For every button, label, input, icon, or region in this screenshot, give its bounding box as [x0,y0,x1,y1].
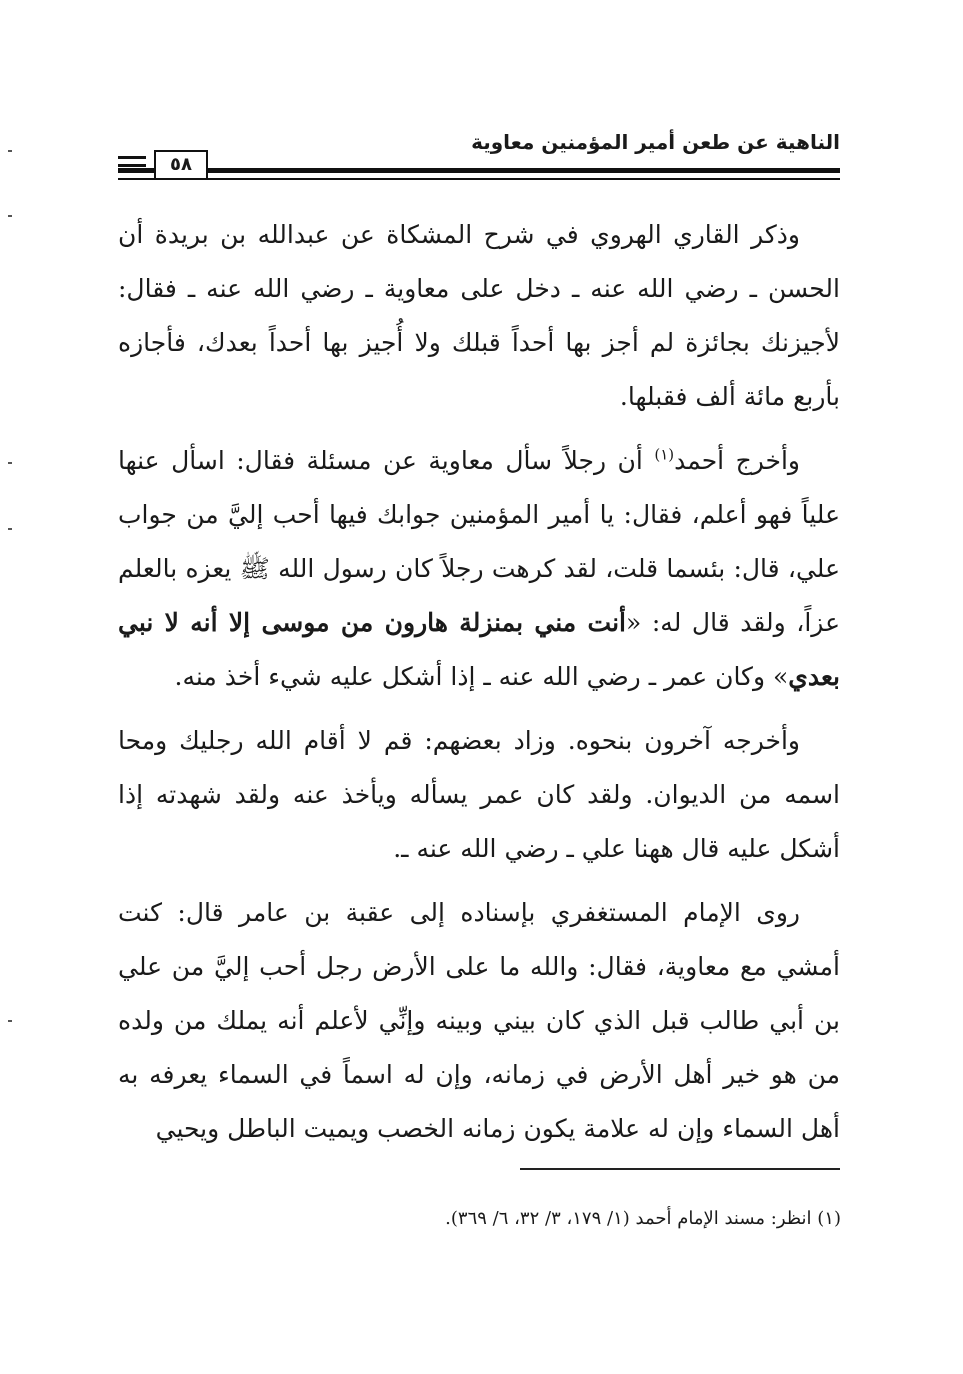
page-header [118,120,840,190]
paragraph-1: وذكر القاري الهروي في شرح المشكاة عن عبدالله بن بريدة أن الحسن ـ رضي الله عنه ـ دخل على معاوية ـ رضي الله عنه ـ فقال: لأجيزنك بجائزة لم أجز بها أحداً قبلك ولا أُجيز بها أحداً بعدك، فأجازه بأربع مائة ألف فقبلها. [118,220,840,411]
paragraph-4: روى الإمام المستغفري بإسناده إلى عقبة بن عامر قال: كنت أمشي مع معاوية، فقال: والله ما على الأرض رجل أحب إليَّ من علي بن أبي طالب قبل الذي كان بيني وبينه وإنِّي لأعلم أنه يملك من ولده من هو خير أهل الأرض في زمانه، وإن له اسماً في السماء يعرفه به أهل السماء وإن له علامة يكون زمانه الخصب ويميت الباطل ويحيي [118,898,840,1143]
footnote-separator [520,1168,840,1170]
footnote-number: (١) [817,1208,841,1229]
scan-edge-mark [8,215,12,217]
paragraph-3: وأخرجه آخرون بنحوه. وزاد بعضهم: قم لا أقام الله رجليك ومحا اسمه من الديوان. ولقد كان عمر يسأله ويأخذ عنه ولقد شهدته إذا أشكل عليه قال ههنا علي ـ رضي الله عنه ـ. [118,726,840,863]
footnote-ref[interactable]: (١) [654,445,675,464]
scan-edge-mark [8,462,12,464]
body-text [118,208,840,1156]
footnote-text: انظر: مسند الإمام أحمد (١/ ١٧٩، ٣/ ٣٢، ٦/ ٣٦٩). [445,1208,812,1229]
page-number: ٥٨ [154,150,208,180]
header-rule-thin [118,178,840,180]
running-title: الناهية عن طعن أمير المؤمنين معاوية [471,130,840,154]
scan-edge-mark [8,528,12,530]
paragraph-2-part3: » وكان عمر ـ رضي الله عنه ـ إذا أشكل عليه شيء أخذ منه. [174,662,789,691]
page [118,120,840,1166]
scan-edge-mark [8,150,12,152]
footnote [121,1208,841,1229]
hadith-quote: أنت مني بمنزلة هارون من موسى إلا أنه لا نبي بعدي [118,608,840,691]
paragraph-2-part1: وأخرج أحمد [674,446,800,475]
paragraph-2-part2: أن رجلاً سأل معاوية عن مسئلة فقال: اسأل عنها علياً فهو أعلم، فقال: يا أمير المؤمنين جوابك فيها أحب إليَّ من جواب علي، قال: بئسما قلت، لقد كرهت رجلاً كان رسول الله ﷺ يعزه بالعلم عزاً، ولقد قال له: « [118,446,840,637]
header-rule-thick [118,168,840,173]
scan-edge-mark [8,1020,12,1022]
page-number-ornament [118,156,146,172]
paragraph-2 [118,434,840,704]
